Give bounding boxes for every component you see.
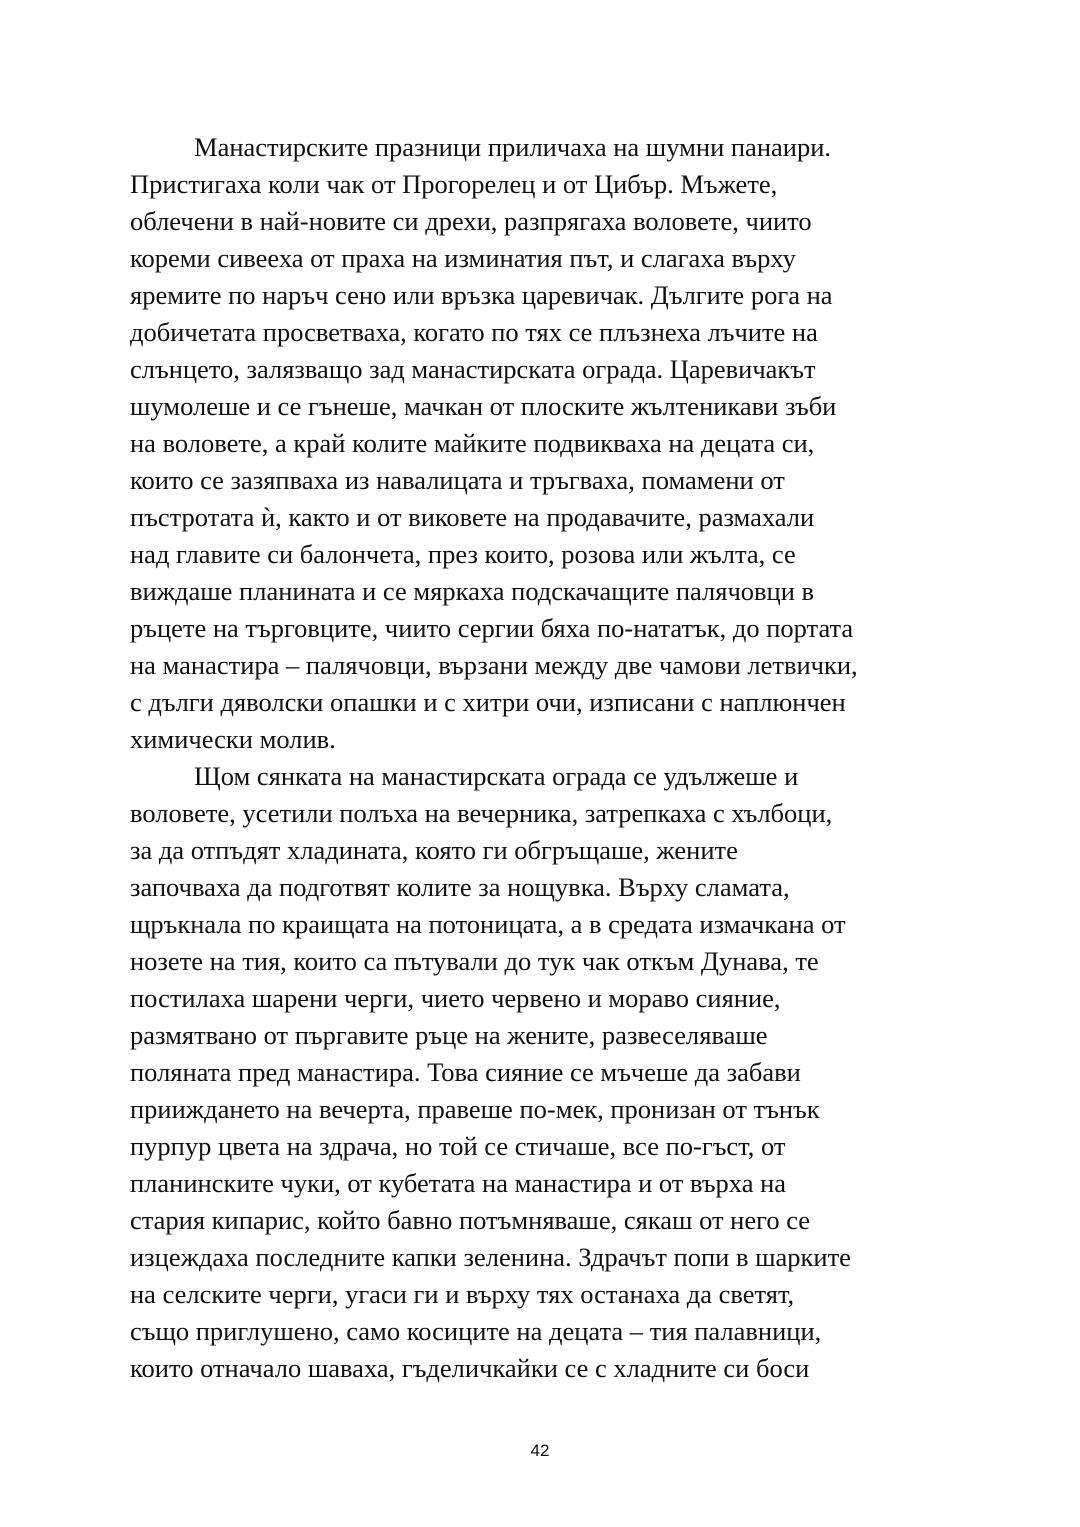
text-line: размятвано от пъргавите ръце на жените, развеселяваше — [130, 1020, 768, 1050]
body-text — [130, 129, 960, 1387]
text-line: пъстротата ѝ, както и от виковете на продавачите, размахали — [130, 502, 815, 532]
text-line: шумолеше и се гънеше, мачкан от плоските жълтеникави зъби — [130, 391, 837, 421]
text-line: пурпур цвета на здрача, но той се стичаше, все по-гъст, от — [130, 1131, 786, 1161]
text-line: ръцете на търговците, чиито сергии бяха по-нататък, до портата — [130, 613, 854, 643]
text-line: яремите по наръч сено или връзка царевичак. Дългите рога на — [130, 280, 833, 310]
page-number: 42 — [530, 1441, 550, 1460]
text-line: започваха да подготвят колите за нощувка. Върху сламата, — [130, 872, 790, 902]
text-line: планинските чуки, от кубетата на манастира и от върха на — [130, 1168, 787, 1198]
text-line: виждаше планината и се мяркаха подскачащите палячовци в — [130, 576, 815, 606]
text-line: химически молив. — [130, 724, 336, 754]
text-line: изцеждаха последните капки зеленина. Здрачът попи в шарките — [130, 1242, 851, 1272]
text-line: над главите си балончета, през които, розова или жълта, се — [130, 539, 796, 569]
text-line: поляната пред манастира. Това сияние се мъчеше да забави — [130, 1057, 801, 1087]
text-line: слънцето, залязващо зад манастирската ограда. Царевичакът — [130, 354, 816, 384]
text-line: на манастира – палячовци, вързани между две чамови летвички, — [130, 650, 858, 680]
paragraph-1-start: Манастирските празници приличаха на шумни панаири. — [194, 132, 831, 162]
text-line: стария кипарис, който бавно потъмняваше, сякаш от него се — [130, 1205, 811, 1235]
text-line: които се зазяпваха из навалицата и тръгваха, помамени от — [130, 465, 785, 495]
text-line: с дълги дяволски опашки и с хитри очи, изписани с наплюнчен — [130, 687, 846, 717]
text-line: облечени в най-новите си дрехи, разпрягаха воловете, чиито — [130, 206, 812, 236]
paragraph-2-start: Щом сянката на манастирската ограда се удължеше и — [194, 761, 799, 791]
text-line: нозете на тия, които са пътували до тук чак откъм Дунава, те — [130, 946, 819, 976]
text-line: добичетата просветваха, когато по тях се плъзнеха лъчите на — [130, 317, 818, 347]
text-line: на воловете, а край колите майките подвикваха на децата си, — [130, 428, 815, 458]
text-line: на селските черги, угаси ги и върху тях останаха да светят, — [130, 1279, 795, 1309]
text-line: Пристигаха коли чак от Прогорелец и от Цибър. Мъжете, — [130, 169, 778, 199]
text-line: щръкнала по краищата на потоницата, а в средата измачкана от — [130, 909, 846, 939]
text-line: прииждането на вечерта, правеше по-мек, пронизан от тънък — [130, 1094, 820, 1124]
text-line: също приглушено, само косиците на децата – тия палавници, — [130, 1316, 822, 1346]
text-line: кореми сивееха от праха на изминатия път, и слагаха върху — [130, 243, 796, 273]
text-line: постилаха шарени черги, чието червено и мораво сияние, — [130, 983, 781, 1013]
text-line: които отначало шаваха, гъделичкайки се с хладните си боси — [130, 1353, 810, 1383]
text-line: за да отпъдят хладината, която ги обгръщаше, жените — [130, 835, 738, 865]
text-line: воловете, усетили полъха на вечерника, затрепкаха с хълбоци, — [130, 798, 833, 828]
